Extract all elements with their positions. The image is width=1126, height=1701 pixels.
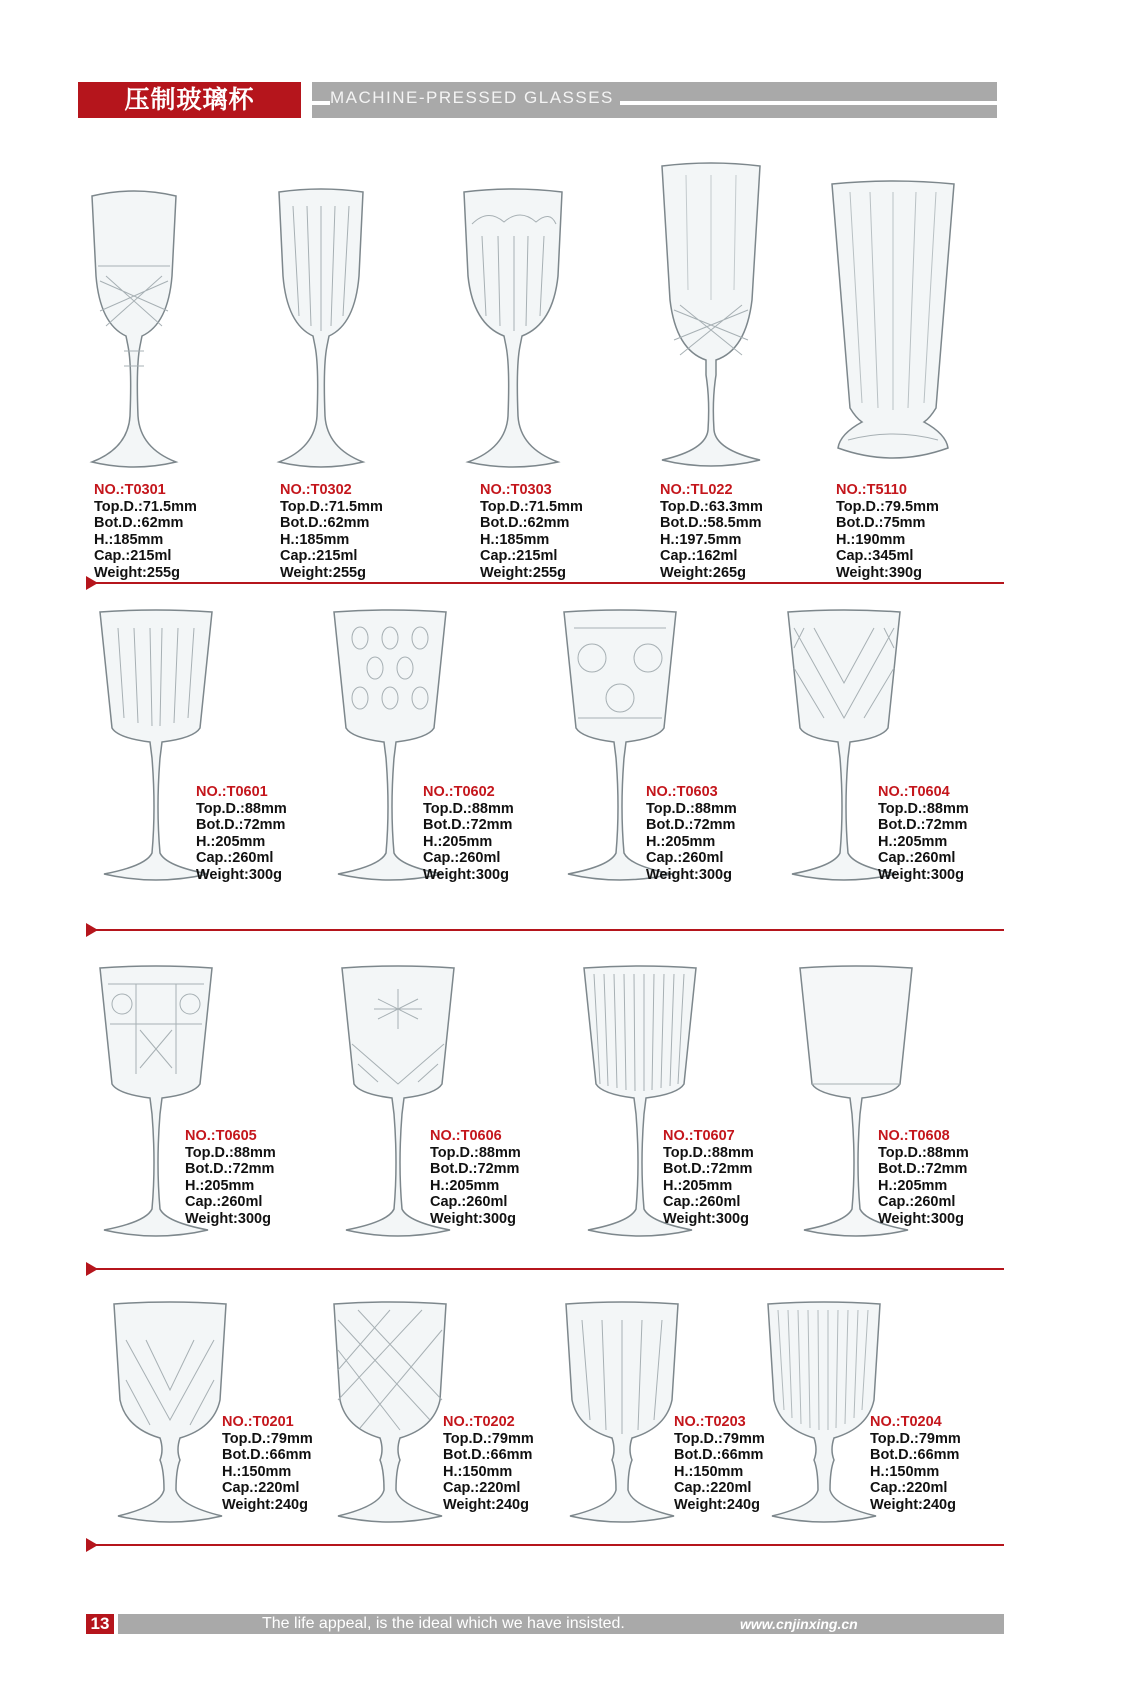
bottom-diameter: Bot.D.:72mm	[663, 1161, 753, 1178]
height: H.:205mm	[878, 833, 948, 850]
product-number: NO.:T0303	[480, 482, 552, 498]
product-number: NO.:T0202	[443, 1414, 515, 1430]
bottom-diameter: Bot.D.:66mm	[222, 1447, 312, 1464]
bottom-diameter: Bot.D.:72mm	[423, 817, 513, 834]
spec-block-t0204	[870, 1414, 961, 1514]
weight: Weight:300g	[185, 1210, 271, 1227]
height: H.:190mm	[836, 531, 906, 548]
capacity: Cap.:220ml	[674, 1480, 752, 1497]
section-title-cn: 压制玻璃杯	[78, 82, 301, 118]
height: H.:205mm	[646, 833, 716, 850]
bottom-diameter: Bot.D.:75mm	[836, 515, 926, 532]
capacity: Cap.:260ml	[185, 1194, 263, 1211]
capacity: Cap.:215ml	[280, 548, 358, 565]
spec-block-t0606	[430, 1128, 521, 1228]
row-divider	[86, 1268, 1004, 1270]
spec-block-t0602	[423, 784, 514, 884]
capacity: Cap.:260ml	[430, 1194, 508, 1211]
row-divider	[86, 582, 1004, 584]
capacity: Cap.:162ml	[660, 548, 738, 565]
weight: Weight:240g	[443, 1496, 529, 1513]
glass-image-t0302	[271, 186, 371, 476]
top-diameter: Top.D.:71.5mm	[94, 498, 197, 515]
product-number: NO.:T0604	[878, 784, 950, 800]
weight: Weight:255g	[94, 564, 180, 581]
top-diameter: Top.D.:71.5mm	[280, 498, 383, 515]
weight: Weight:300g	[430, 1210, 516, 1227]
glass-image-t0201	[110, 1300, 230, 1540]
glass-image-t0301	[84, 186, 184, 476]
height: H.:185mm	[94, 531, 164, 548]
height: H.:150mm	[222, 1463, 292, 1480]
glass-image-t0204	[764, 1300, 884, 1540]
weight: Weight:390g	[836, 564, 922, 581]
spec-block-t0605	[185, 1128, 276, 1228]
capacity: Cap.:220ml	[870, 1480, 948, 1497]
capacity: Cap.:260ml	[878, 850, 956, 867]
spec-block-t0608	[878, 1128, 969, 1228]
capacity: Cap.:260ml	[196, 850, 274, 867]
product-number: NO.:T0201	[222, 1414, 294, 1430]
capacity: Cap.:260ml	[878, 1194, 956, 1211]
top-diameter: Top.D.:88mm	[663, 1144, 754, 1161]
section-title-bar	[312, 82, 997, 118]
height: H.:185mm	[280, 531, 350, 548]
top-diameter: Top.D.:63.3mm	[660, 498, 763, 515]
footer-slogan: The life appeal, is the ideal which we have insisted.	[262, 1615, 625, 1632]
height: H.:205mm	[196, 833, 266, 850]
capacity: Cap.:260ml	[646, 850, 724, 867]
glass-image-t0202	[330, 1300, 450, 1540]
bottom-diameter: Bot.D.:72mm	[185, 1161, 275, 1178]
weight: Weight:300g	[423, 866, 509, 883]
bottom-diameter: Bot.D.:58.5mm	[660, 515, 762, 532]
spec-block-tl022	[660, 482, 763, 582]
weight: Weight:240g	[674, 1496, 760, 1513]
top-diameter: Top.D.:79mm	[443, 1430, 534, 1447]
spec-block-t0303	[480, 482, 583, 582]
page-number: 13	[86, 1614, 114, 1634]
capacity: Cap.:215ml	[94, 548, 172, 565]
weight: Weight:300g	[878, 1210, 964, 1227]
product-number: NO.:T0603	[646, 784, 718, 800]
top-diameter: Top.D.:79mm	[674, 1430, 765, 1447]
capacity: Cap.:220ml	[443, 1480, 521, 1497]
product-number: NO.:TL022	[660, 482, 733, 498]
top-diameter: Top.D.:88mm	[423, 800, 514, 817]
bottom-diameter: Bot.D.:62mm	[480, 515, 570, 532]
product-number: NO.:T0602	[423, 784, 495, 800]
capacity: Cap.:345ml	[836, 548, 914, 565]
bottom-diameter: Bot.D.:72mm	[646, 817, 736, 834]
bottom-diameter: Bot.D.:62mm	[94, 515, 184, 532]
product-number: NO.:T0203	[674, 1414, 746, 1430]
spec-block-t0201	[222, 1414, 313, 1514]
weight: Weight:300g	[646, 866, 732, 883]
product-number: NO.:T0608	[878, 1128, 950, 1144]
glass-image-tl022	[656, 160, 766, 475]
top-diameter: Top.D.:88mm	[646, 800, 737, 817]
capacity: Cap.:260ml	[423, 850, 501, 867]
top-diameter: Top.D.:88mm	[196, 800, 287, 817]
product-number: NO.:T0302	[280, 482, 352, 498]
bottom-diameter: Bot.D.:62mm	[280, 515, 370, 532]
top-diameter: Top.D.:88mm	[430, 1144, 521, 1161]
spec-block-t0603	[646, 784, 737, 884]
glass-image-t0203	[562, 1300, 682, 1540]
spec-block-t0202	[443, 1414, 534, 1514]
top-diameter: Top.D.:79mm	[222, 1430, 313, 1447]
capacity: Cap.:260ml	[663, 1194, 741, 1211]
top-diameter: Top.D.:71.5mm	[480, 498, 583, 515]
spec-block-t0302	[280, 482, 383, 582]
top-diameter: Top.D.:88mm	[185, 1144, 276, 1161]
height: H.:150mm	[870, 1463, 940, 1480]
row-divider	[86, 1544, 1004, 1546]
bottom-diameter: Bot.D.:66mm	[870, 1447, 960, 1464]
weight: Weight:300g	[878, 866, 964, 883]
weight: Weight:240g	[222, 1496, 308, 1513]
height: H.:185mm	[480, 531, 550, 548]
glass-image-t5110	[828, 178, 958, 478]
spec-block-t0203	[674, 1414, 765, 1514]
weight: Weight:300g	[196, 866, 282, 883]
product-number: NO.:T0301	[94, 482, 166, 498]
top-diameter: Top.D.:79.5mm	[836, 498, 939, 515]
product-number: NO.:T0606	[430, 1128, 502, 1144]
product-number: NO.:T0607	[663, 1128, 735, 1144]
capacity: Cap.:215ml	[480, 548, 558, 565]
product-number: NO.:T0605	[185, 1128, 257, 1144]
weight: Weight:255g	[480, 564, 566, 581]
bottom-diameter: Bot.D.:72mm	[430, 1161, 520, 1178]
top-diameter: Top.D.:88mm	[878, 1144, 969, 1161]
top-diameter: Top.D.:79mm	[870, 1430, 961, 1447]
spec-block-t0301	[94, 482, 197, 582]
height: H.:205mm	[663, 1177, 733, 1194]
spec-block-t0604	[878, 784, 969, 884]
bottom-diameter: Bot.D.:66mm	[443, 1447, 533, 1464]
height: H.:205mm	[878, 1177, 948, 1194]
bottom-diameter: Bot.D.:66mm	[674, 1447, 764, 1464]
weight: Weight:265g	[660, 564, 746, 581]
footer-website-link[interactable]: www.cnjinxing.cn	[740, 1616, 858, 1632]
height: H.:150mm	[443, 1463, 513, 1480]
height: H.:150mm	[674, 1463, 744, 1480]
weight: Weight:240g	[870, 1496, 956, 1513]
height: H.:205mm	[430, 1177, 500, 1194]
bottom-diameter: Bot.D.:72mm	[196, 817, 286, 834]
bottom-diameter: Bot.D.:72mm	[878, 817, 968, 834]
capacity: Cap.:220ml	[222, 1480, 300, 1497]
height: H.:205mm	[185, 1177, 255, 1194]
product-number: NO.:T0601	[196, 784, 268, 800]
weight: Weight:300g	[663, 1210, 749, 1227]
spec-block-t5110	[836, 482, 939, 582]
glass-image-t0303	[458, 186, 568, 476]
product-number: NO.:T0204	[870, 1414, 942, 1430]
height: H.:205mm	[423, 833, 493, 850]
section-title-en: MACHINE-PRESSED GLASSES	[330, 88, 620, 108]
spec-block-t0601	[196, 784, 287, 884]
bottom-diameter: Bot.D.:72mm	[878, 1161, 968, 1178]
weight: Weight:255g	[280, 564, 366, 581]
spec-block-t0607	[663, 1128, 754, 1228]
height: H.:197.5mm	[660, 531, 742, 548]
top-diameter: Top.D.:88mm	[878, 800, 969, 817]
product-number: NO.:T5110	[836, 482, 907, 498]
row-divider	[86, 929, 1004, 931]
